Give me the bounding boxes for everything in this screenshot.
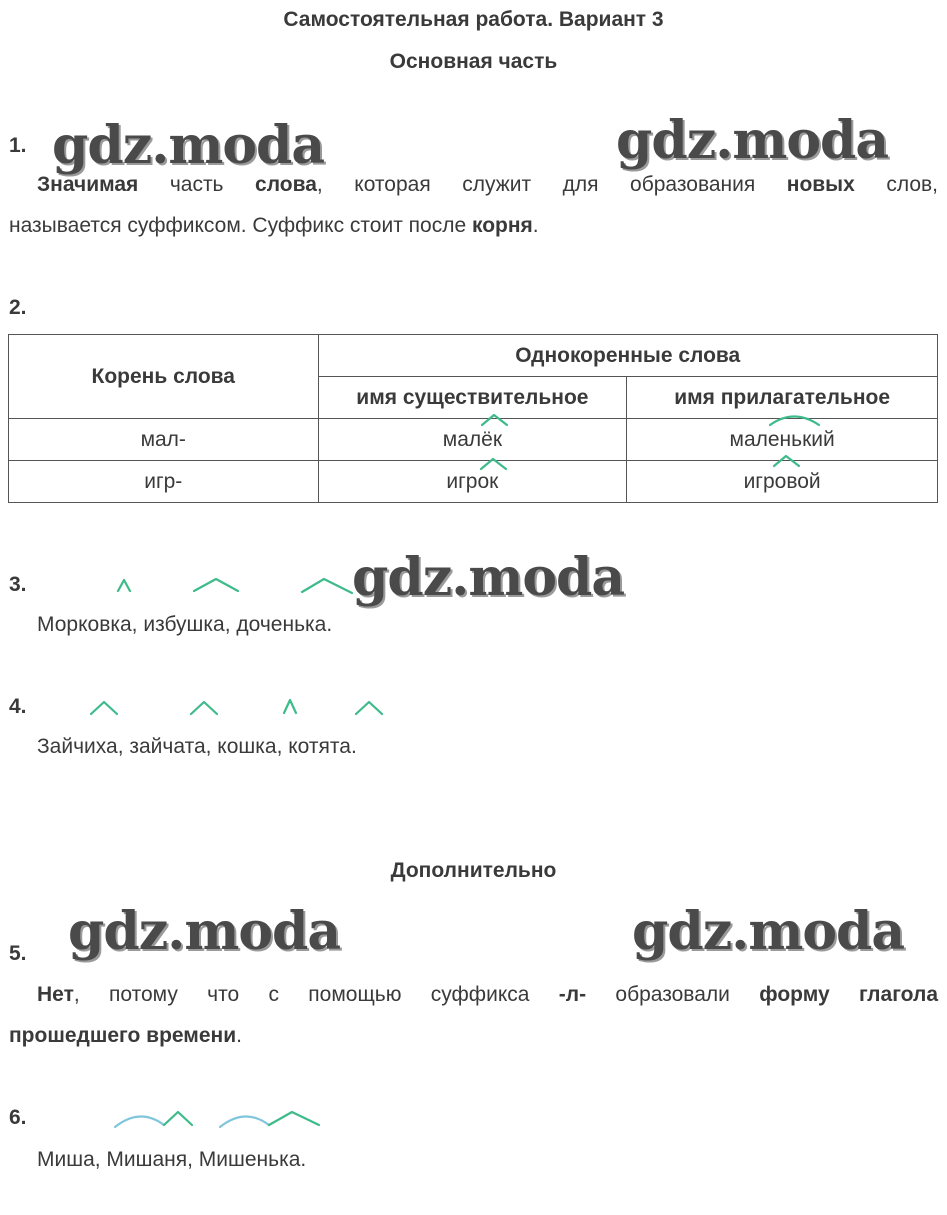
header-adjective: имя прилагательное <box>627 377 938 419</box>
cell-root: мал- <box>9 419 319 461</box>
watermark-logo: gdz.moda <box>68 901 341 962</box>
task-number: 3. <box>9 573 27 596</box>
suffix-mark <box>115 577 133 593</box>
watermark-logo: gdz.moda <box>632 901 905 962</box>
cell-noun: игрок <box>318 461 627 503</box>
suffix-mark <box>480 412 510 428</box>
task-number: 4. <box>9 695 27 718</box>
header-related-words: Однокоренные слова <box>318 335 937 377</box>
suffix-mark <box>772 453 802 469</box>
suffix-mark <box>192 576 240 594</box>
suffix-mark <box>354 699 384 717</box>
header-root: Корень слова <box>9 335 319 419</box>
cell-adjective: маленький <box>627 419 938 461</box>
root-suffix-mark <box>217 1108 323 1130</box>
task5-line1: Нет, потому что с помощью суффикса -л- образовали форму глагола <box>37 983 938 1006</box>
task-number: 2. <box>9 296 27 319</box>
suffix-mark <box>300 576 354 596</box>
suffix-mark <box>189 699 219 717</box>
cell-noun: малёк <box>318 419 627 461</box>
task3-text: Морковка, избушка, доченька. <box>37 613 333 636</box>
suffix-mark <box>89 699 119 717</box>
task-number: 5. <box>9 942 27 965</box>
task4-text: Зайчиха, зайчата, кошка, котята. <box>37 735 357 758</box>
watermark-logo: gdz.moda <box>352 547 625 608</box>
suffix-mark <box>479 456 509 472</box>
task5-line2: прошедшего времени. <box>9 1024 242 1047</box>
page-title: Самостоятельная работа. Вариант 3 <box>283 8 664 31</box>
section-title-main: Основная часть <box>389 50 558 73</box>
task-number: 1. <box>9 134 27 157</box>
cell-adjective: игровой <box>627 461 938 503</box>
section-title-additional: Дополнительно <box>390 859 557 882</box>
header-noun: имя существительное <box>318 377 627 419</box>
suffix-mark <box>281 697 299 715</box>
watermark-logo: gdz.moda <box>616 110 889 171</box>
suffix-mark <box>768 410 822 428</box>
task-number: 6. <box>9 1106 27 1129</box>
watermark-logo: gdz.moda <box>52 115 325 176</box>
task1-line2: называется суффиксом. Суффикс стоит после корня. <box>9 214 539 237</box>
root-suffix-mark <box>112 1108 196 1130</box>
cell-root: игр- <box>9 461 319 503</box>
task6-text: Миша, Мишаня, Мишенька. <box>37 1148 307 1171</box>
task1-line1: Значимая часть слова, которая служит для образования новых слов, <box>37 173 938 196</box>
